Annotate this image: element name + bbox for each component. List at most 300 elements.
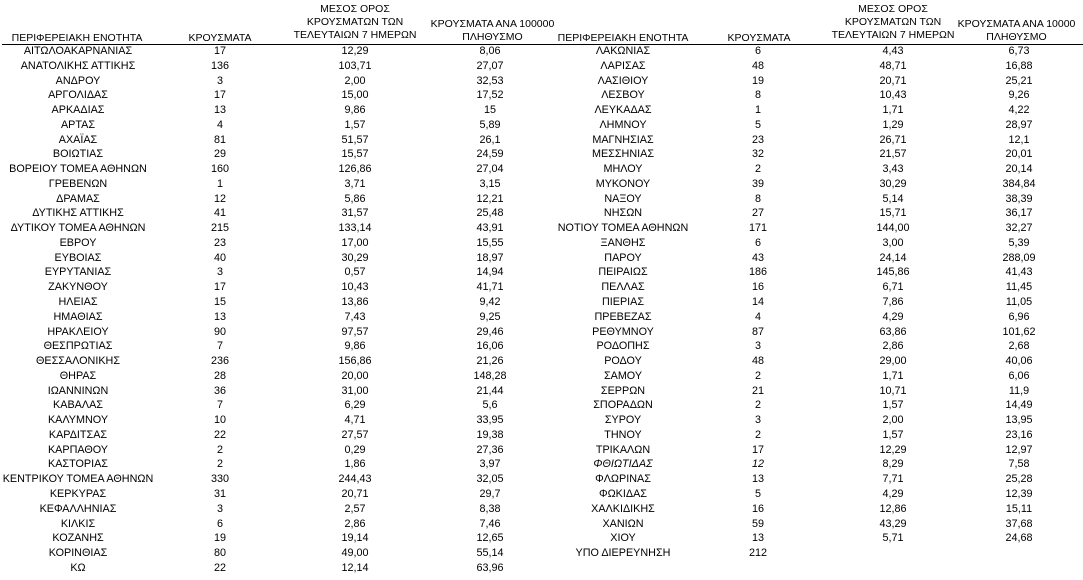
cell-avg: 7,43	[344, 310, 366, 323]
table-row	[0, 428, 1083, 443]
cell-region: ΒΟΡΕΙΟΥ ΤΟΜΕΑ ΑΘΗΝΩΝ	[9, 163, 147, 176]
cell-cases: 12	[213, 192, 226, 205]
cell-avg: 145,86	[876, 266, 910, 279]
cell-cases: 15	[213, 296, 226, 309]
cell-region: ΚΑΛΥΜΝΟΥ	[47, 414, 109, 427]
cell-region: ΗΛΕΙΑΣ	[58, 296, 98, 309]
cell-region: ΜΗΛΟΥ	[603, 163, 643, 176]
cell-per100k: 24,59	[476, 148, 504, 161]
table-row	[0, 325, 1083, 340]
cell-cases: 186	[748, 266, 767, 279]
cell-avg: 1,29	[882, 118, 904, 131]
cell-avg: 26,71	[879, 133, 907, 146]
cell-cases: 40	[213, 251, 226, 264]
cell-cases: 80	[213, 547, 226, 560]
cell-avg: 97,57	[341, 325, 369, 338]
cell-avg: 3,43	[882, 163, 904, 176]
cell-cases: 21	[751, 384, 764, 397]
cell-cases: 41	[213, 207, 226, 220]
header-avg-left-line2: ΚΡΟΥΣΜΑΤΩΝ ΤΩΝ	[306, 16, 404, 28]
cell-avg: 2,00	[344, 74, 366, 87]
cell-region: ΜΥΚΟΝΟΥ	[595, 177, 651, 190]
cell-per100k: 40,06	[1005, 355, 1033, 368]
table-row	[0, 280, 1083, 295]
cell-per100k: 9,25	[479, 310, 501, 323]
header-avg-right	[818, 3, 968, 42]
cell-per100k: 37,68	[1005, 517, 1033, 530]
cell-per100k: 36,17	[1005, 207, 1033, 220]
header-region-left: ΠΕΡΙΦΕΡΕΙΑΚΗ ΕΝΟΤΗΤΑ	[11, 32, 143, 44]
cell-region: ΦΘΙΩΤΙΔΑΣ	[593, 458, 653, 471]
cell-avg: 8,29	[882, 458, 904, 471]
header-cases-right: ΚΡΟΥΣΜΑΤΑ	[727, 32, 791, 44]
cell-cases: 23	[213, 236, 226, 249]
cell-cases: 87	[751, 325, 764, 338]
cell-per100k: 148,28	[473, 369, 507, 382]
cell-region: ΑΧΑΪΑΣ	[58, 133, 98, 146]
cell-cases: 10	[213, 414, 226, 427]
cell-cases: 330	[210, 473, 229, 486]
cell-cases: 13	[751, 473, 764, 486]
cell-per100k: 33,95	[476, 414, 504, 427]
cell-region: ΞΑΝΘΗΣ	[600, 236, 646, 249]
cell-avg: 49,00	[341, 547, 369, 560]
cell-cases: 81	[213, 133, 226, 146]
cell-per100k: 9,26	[1008, 89, 1030, 102]
cell-avg: 10,43	[341, 281, 369, 294]
cell-per100k: 24,68	[1005, 532, 1033, 545]
cell-avg: 156,86	[338, 355, 372, 368]
cell-cases: 3	[754, 340, 761, 353]
cell-cases: 19	[751, 74, 764, 87]
cell-per100k: 11,9	[1008, 384, 1030, 397]
cell-avg: 5,71	[882, 532, 904, 545]
cell-region: ΚΑΒΑΛΑΣ	[53, 399, 103, 412]
cell-region: ΠΡΕΒΕΖΑΣ	[594, 310, 652, 323]
cell-per100k: 12,39	[1005, 487, 1033, 500]
header-per100k-right	[950, 18, 1083, 44]
cell-avg: 5,86	[344, 192, 366, 205]
cell-region: ΘΗΡΑΣ	[59, 369, 97, 382]
cell-avg: 2,57	[344, 502, 366, 515]
header-avg-right-line1: ΜΕΣΟΣ ΟΡΟΣ	[858, 3, 928, 15]
cell-avg: 1,57	[882, 399, 904, 412]
cell-per100k: 8,38	[479, 502, 501, 515]
cell-cases: 4	[216, 118, 223, 131]
cell-region: ΑΝΑΤΟΛΙΚΗΣ ΑΤΤΙΚΗΣ	[20, 59, 136, 72]
cell-region: ΙΩΑΝΝΙΝΩΝ	[47, 384, 109, 397]
table-row	[0, 502, 1083, 517]
table-row	[0, 472, 1083, 487]
cell-per100k: 21,26	[476, 355, 504, 368]
table-row	[0, 177, 1083, 192]
cell-per100k: 32,53	[476, 74, 504, 87]
cell-cases: 2	[216, 458, 223, 471]
cell-avg: 27,57	[341, 428, 369, 441]
cell-region: ΣΕΡΡΩΝ	[600, 384, 646, 397]
cell-avg: 4,29	[882, 310, 904, 323]
table-row	[0, 413, 1083, 428]
header-cases-left: ΚΡΟΥΣΜΑΤΑ	[188, 32, 252, 44]
cell-cases: 2	[754, 369, 761, 382]
cell-region: ΤΗΝΟΥ	[604, 428, 642, 441]
table-row	[0, 443, 1083, 458]
cell-region: ΕΥΒΟΙΑΣ	[54, 251, 102, 264]
cell-avg: 1,57	[344, 118, 366, 131]
cell-region: ΕΒΡΟΥ	[59, 236, 97, 249]
cell-per100k: 12,1	[1008, 133, 1030, 146]
cell-region: ΣΠΟΡΑΔΩΝ	[593, 399, 653, 412]
cell-cases: 19	[213, 532, 226, 545]
cell-region: ΠΕΛΛΑΣ	[601, 281, 645, 294]
cell-cases: 8	[754, 89, 761, 102]
cell-cases: 13	[213, 104, 226, 117]
cell-region: ΦΛΩΡΙΝΑΣ	[595, 473, 651, 486]
cell-region: ΤΡΙΚΑΛΩΝ	[595, 443, 651, 456]
cell-avg: 0,29	[344, 443, 366, 456]
cell-per100k: 16,06	[476, 340, 504, 353]
table-row	[0, 457, 1083, 472]
cell-avg: 7,86	[882, 296, 904, 309]
cell-per100k: 5,6	[482, 399, 498, 412]
cell-cases: 3	[216, 74, 223, 87]
cell-region: ΛΗΜΝΟΥ	[599, 118, 647, 131]
table-row	[0, 236, 1083, 251]
cell-per100k: 18,97	[476, 251, 504, 264]
cell-per100k: 13,95	[1005, 414, 1033, 427]
cell-per100k: 9,42	[479, 296, 501, 309]
table-row	[0, 354, 1083, 369]
cell-region: ΧΙΟΥ	[610, 532, 636, 545]
cell-region: ΔΥΤΙΚΗΣ ΑΤΤΙΚΗΣ	[32, 207, 124, 220]
cell-avg: 63,86	[879, 325, 907, 338]
cell-per100k: 43,91	[476, 222, 504, 235]
cell-per100k: 27,36	[476, 443, 504, 456]
table-row	[0, 221, 1083, 236]
cell-per100k: 21,44	[476, 384, 504, 397]
header-per100k-left-line1: ΚΡΟΥΣΜΑΤΑ ΑΝΑ 100000	[430, 18, 555, 30]
cell-per100k: 15,55	[476, 236, 504, 249]
cell-per100k: 29,7	[479, 487, 501, 500]
cell-per100k: 16,88	[1005, 59, 1033, 72]
cell-region: ΚΕΝΤΡΙΚΟΥ ΤΟΜΕΑ ΑΘΗΝΩΝ	[2, 473, 154, 486]
header-avg-right-line2: ΚΡΟΥΣΜΑΤΩΝ ΤΩΝ	[844, 16, 942, 28]
cell-per100k: 25,48	[476, 207, 504, 220]
table-row	[0, 561, 560, 576]
cell-per100k: 12,21	[476, 192, 504, 205]
cell-region: ΚΙΛΚΙΣ	[60, 517, 96, 530]
cell-avg: 12,14	[341, 561, 369, 574]
cell-cases: 2	[754, 428, 761, 441]
cell-cases: 39	[751, 177, 764, 190]
cell-per100k: 384,84	[1002, 177, 1036, 190]
cell-cases: 59	[751, 517, 764, 530]
cell-region: ΓΡΕΒΕΝΩΝ	[48, 177, 108, 190]
table-row	[0, 251, 1083, 266]
cell-region: ΒΟΙΩΤΙΑΣ	[52, 148, 104, 161]
cell-per100k: 32,27	[1005, 222, 1033, 235]
cell-cases: 1	[216, 177, 223, 190]
cell-region: ΝΗΣΩΝ	[603, 207, 643, 220]
cell-avg: 4,71	[344, 414, 366, 427]
header-per100k-right-line2: ΠΛΗΘΥΣΜΟ	[986, 31, 1047, 43]
table-row	[0, 517, 1083, 532]
cell-region: ΛΑΚΩΝΙΑΣ	[595, 45, 651, 57]
cell-cases: 6	[754, 45, 761, 57]
cell-cases: 43	[751, 251, 764, 264]
cell-region: ΗΜΑΘΙΑΣ	[53, 310, 103, 323]
header-avg-right-line3: ΤΕΛΕΥΤΑΙΩΝ 7 ΗΜΕΡΩΝ	[831, 29, 955, 41]
cell-region: ΚΑΡΔΙΤΣΑΣ	[48, 428, 108, 441]
cell-avg: 2,00	[882, 414, 904, 427]
cell-cases: 6	[754, 236, 761, 249]
table-row	[0, 546, 1083, 561]
table-row	[0, 295, 1083, 310]
table-row	[0, 44, 1083, 59]
cell-region: ΔΥΤΙΚΟΥ ΤΟΜΕΑ ΑΘΗΝΩΝ	[10, 222, 146, 235]
cell-cases: 7	[216, 340, 223, 353]
cell-per100k: 55,14	[476, 547, 504, 560]
cell-per100k: 15	[483, 104, 496, 117]
table-row	[0, 310, 1083, 325]
cell-avg: 13,86	[341, 296, 369, 309]
cell-region: ΛΕΣΒΟΥ	[601, 89, 645, 102]
table-row	[0, 74, 1083, 89]
cell-avg: 20,71	[341, 487, 369, 500]
cell-per100k: 12,97	[1005, 443, 1033, 456]
cell-per100k: 15,11	[1005, 502, 1033, 515]
cell-avg: 126,86	[338, 163, 372, 176]
cell-region: ΗΡΑΚΛΕΙΟΥ	[47, 325, 109, 338]
cell-cases: 90	[213, 325, 226, 338]
cell-per100k: 23,16	[1005, 428, 1033, 441]
cell-cases: 3	[216, 266, 223, 279]
cell-avg: 24,14	[879, 251, 907, 264]
cell-avg: 17,00	[341, 236, 369, 249]
table-row	[0, 339, 1083, 354]
cell-region: ΔΡΑΜΑΣ	[56, 192, 100, 205]
cell-region: ΕΥΡΥΤΑΝΙΑΣ	[44, 266, 112, 279]
cell-cases: 3	[754, 414, 761, 427]
cell-per100k: 38,39	[1005, 192, 1033, 205]
table-row	[0, 369, 1083, 384]
cell-avg: 10,71	[879, 384, 907, 397]
cell-region: ΦΩΚΙΔΑΣ	[599, 487, 647, 500]
cell-per100k: 3,97	[479, 458, 501, 471]
cell-per100k: 41,71	[476, 281, 504, 294]
cell-per100k: 27,07	[476, 59, 504, 72]
cell-region: ΜΑΓΝΗΣΙΑΣ	[592, 133, 654, 146]
cell-per100k: 11,45	[1005, 281, 1033, 294]
cell-avg: 9,86	[344, 340, 366, 353]
cell-region: ΡΕΘΥΜΝΟΥ	[592, 325, 654, 338]
cell-per100k: 7,58	[1008, 458, 1030, 471]
cell-per100k: 288,09	[1002, 251, 1036, 264]
cell-cases: 22	[213, 561, 226, 574]
cell-avg: 103,71	[338, 59, 372, 72]
table-row	[0, 59, 1083, 74]
cell-per100k: 17,52	[476, 89, 504, 102]
header-avg-left-line1: ΜΕΣΟΣ ΟΡΟΣ	[320, 3, 390, 15]
cell-avg: 10,43	[879, 89, 907, 102]
cell-avg: 12,29	[879, 443, 907, 456]
table-row	[0, 398, 1083, 413]
cell-avg: 15,71	[879, 207, 907, 220]
cell-region: ΧΑΛΚΙΔΙΚΗΣ	[591, 502, 655, 515]
cell-region: ΖΑΚΥΝΘΟΥ	[48, 281, 108, 294]
cell-cases: 48	[751, 355, 764, 368]
cell-per100k: 14,94	[476, 266, 504, 279]
cell-per100k: 5,89	[479, 118, 501, 131]
cell-avg: 133,14	[338, 222, 372, 235]
table-row	[0, 118, 1083, 133]
cell-per100k: 5,39	[1008, 236, 1030, 249]
cell-cases: 171	[748, 222, 767, 235]
cell-region: ΥΠΟ ΔΙΕΡΕΥΝΗΣΗ	[575, 547, 671, 560]
cell-cases: 16	[751, 281, 764, 294]
cell-avg: 4,43	[882, 45, 904, 57]
table-row	[0, 487, 1083, 502]
cell-cases: 160	[210, 163, 229, 176]
cell-avg: 15,57	[341, 148, 369, 161]
cell-per100k: 20,01	[1005, 148, 1033, 161]
header-per100k-left	[420, 18, 565, 44]
cell-per100k: 4,22	[1008, 104, 1030, 117]
table-row	[0, 384, 1083, 399]
cell-cases: 5	[754, 487, 761, 500]
cell-per100k: 29,46	[476, 325, 504, 338]
cell-avg: 144,00	[876, 222, 910, 235]
cell-region: ΛΑΡΙΣΑΣ	[600, 59, 646, 72]
cell-avg: 3,00	[882, 236, 904, 249]
cell-cases: 16	[751, 502, 764, 515]
cell-per100k: 27,04	[476, 163, 504, 176]
cell-cases: 31	[213, 487, 226, 500]
cell-avg: 20,71	[879, 74, 907, 87]
cell-region: ΑΙΤΩΛΟΑΚΑΡΝΑΝΙΑΣ	[23, 45, 133, 57]
cell-region: ΣΥΡΟΥ	[604, 414, 642, 427]
cell-region: ΡΟΔΟΠΗΣ	[596, 340, 650, 353]
cell-avg: 12,86	[879, 502, 907, 515]
cell-avg: 2,86	[344, 517, 366, 530]
cell-avg: 30,29	[879, 177, 907, 190]
cell-region: ΚΟΡΙΝΘΙΑΣ	[48, 547, 108, 560]
cell-region: ΑΡΓΟΛΙΔΑΣ	[48, 89, 108, 102]
cell-region: ΠΑΡΟΥ	[604, 251, 642, 264]
header-per100k-right-line1: ΚΡΟΥΣΜΑΤΑ ΑΝΑ 10000	[957, 18, 1076, 30]
cell-avg: 48,71	[879, 59, 907, 72]
cell-cases: 4	[754, 310, 761, 323]
cell-per100k: 25,28	[1005, 473, 1033, 486]
cell-avg: 30,29	[341, 251, 369, 264]
cell-avg: 12,29	[341, 45, 369, 57]
cell-avg: 1,71	[882, 369, 904, 382]
cell-region: ΝΑΞΟΥ	[604, 192, 642, 205]
cell-per100k: 26,1	[479, 133, 501, 146]
cell-per100k: 6,73	[1008, 45, 1030, 57]
cell-region: ΑΡΚΑΔΙΑΣ	[51, 104, 105, 117]
cell-per100k: 28,97	[1005, 118, 1033, 131]
cell-region: ΧΑΝΙΩΝ	[602, 517, 644, 530]
table-row	[0, 531, 1083, 546]
cell-avg: 43,29	[879, 517, 907, 530]
table-row	[0, 147, 1083, 162]
cell-cases: 2	[754, 163, 761, 176]
cell-per100k: 12,65	[476, 532, 504, 545]
cell-per100k: 11,05	[1005, 296, 1033, 309]
table-row	[0, 206, 1083, 221]
cell-cases: 236	[210, 355, 229, 368]
cell-cases: 136	[210, 59, 229, 72]
cell-per100k: 20,14	[1005, 163, 1033, 176]
table-row	[0, 133, 1083, 148]
cell-avg: 3,71	[344, 177, 366, 190]
cell-per100k: 3,15	[479, 177, 501, 190]
cell-region: ΚΑΡΠΑΘΟΥ	[47, 443, 109, 456]
cell-cases: 48	[751, 59, 764, 72]
cell-avg: 9,86	[344, 104, 366, 117]
cell-cases: 13	[213, 310, 226, 323]
cell-cases: 1	[754, 104, 761, 117]
cell-per100k: 6,06	[1008, 369, 1030, 382]
cell-avg: 19,14	[341, 532, 369, 545]
cell-region: ΝΟΤΙΟΥ ΤΟΜΕΑ ΑΘΗΝΩΝ	[557, 222, 689, 235]
cell-cases: 6	[216, 517, 223, 530]
cell-avg: 4,29	[882, 487, 904, 500]
cell-cases: 32	[751, 148, 764, 161]
cell-avg: 244,43	[338, 473, 372, 486]
right-table-body	[0, 44, 1083, 561]
cell-avg: 1,71	[882, 104, 904, 117]
cell-region: ΣΑΜΟΥ	[603, 369, 643, 382]
cell-avg: 51,57	[341, 133, 369, 146]
cell-cases: 14	[751, 296, 764, 309]
cell-per100k: 14,49	[1005, 399, 1033, 412]
cell-region: ΠΕΙΡΑΙΩΣ	[598, 266, 648, 279]
table-row	[0, 162, 1083, 177]
cell-avg: 21,57	[879, 148, 907, 161]
cell-region: ΠΙΕΡΙΑΣ	[601, 296, 645, 309]
cell-per100k: 7,46	[479, 517, 501, 530]
cell-cases: 7	[216, 399, 223, 412]
header-region-right: ΠΕΡΙΦΕΡΕΙΑΚΗ ΕΝΟΤΗΤΑ	[557, 32, 689, 44]
cell-per100k: 41,43	[1005, 266, 1033, 279]
cell-region: ΚΩ	[70, 561, 86, 574]
cell-cases: 17	[213, 89, 226, 102]
cell-cases: 212	[748, 547, 767, 560]
table-row	[0, 265, 1083, 280]
cell-per100k: 63,96	[476, 561, 504, 574]
cell-cases: 17	[213, 281, 226, 294]
cell-avg: 20,00	[341, 369, 369, 382]
cell-cases: 2	[754, 399, 761, 412]
cell-per100k: 6,96	[1008, 310, 1030, 323]
cell-cases: 13	[751, 532, 764, 545]
table-row	[0, 103, 1083, 118]
cell-avg: 15,00	[341, 89, 369, 102]
cell-avg: 29,00	[879, 355, 907, 368]
cell-per100k: 19,38	[476, 428, 504, 441]
cell-per100k: 8,06	[479, 45, 501, 57]
cell-cases: 22	[213, 428, 226, 441]
cell-cases: 36	[213, 384, 226, 397]
cell-region: ΛΕΥΚΑΔΑΣ	[594, 104, 652, 117]
cell-region: ΡΟΔΟΥ	[604, 355, 642, 368]
cell-avg: 1,86	[344, 458, 366, 471]
cell-avg: 31,57	[341, 207, 369, 220]
cell-cases: 29	[213, 148, 226, 161]
cell-cases: 3	[216, 502, 223, 515]
